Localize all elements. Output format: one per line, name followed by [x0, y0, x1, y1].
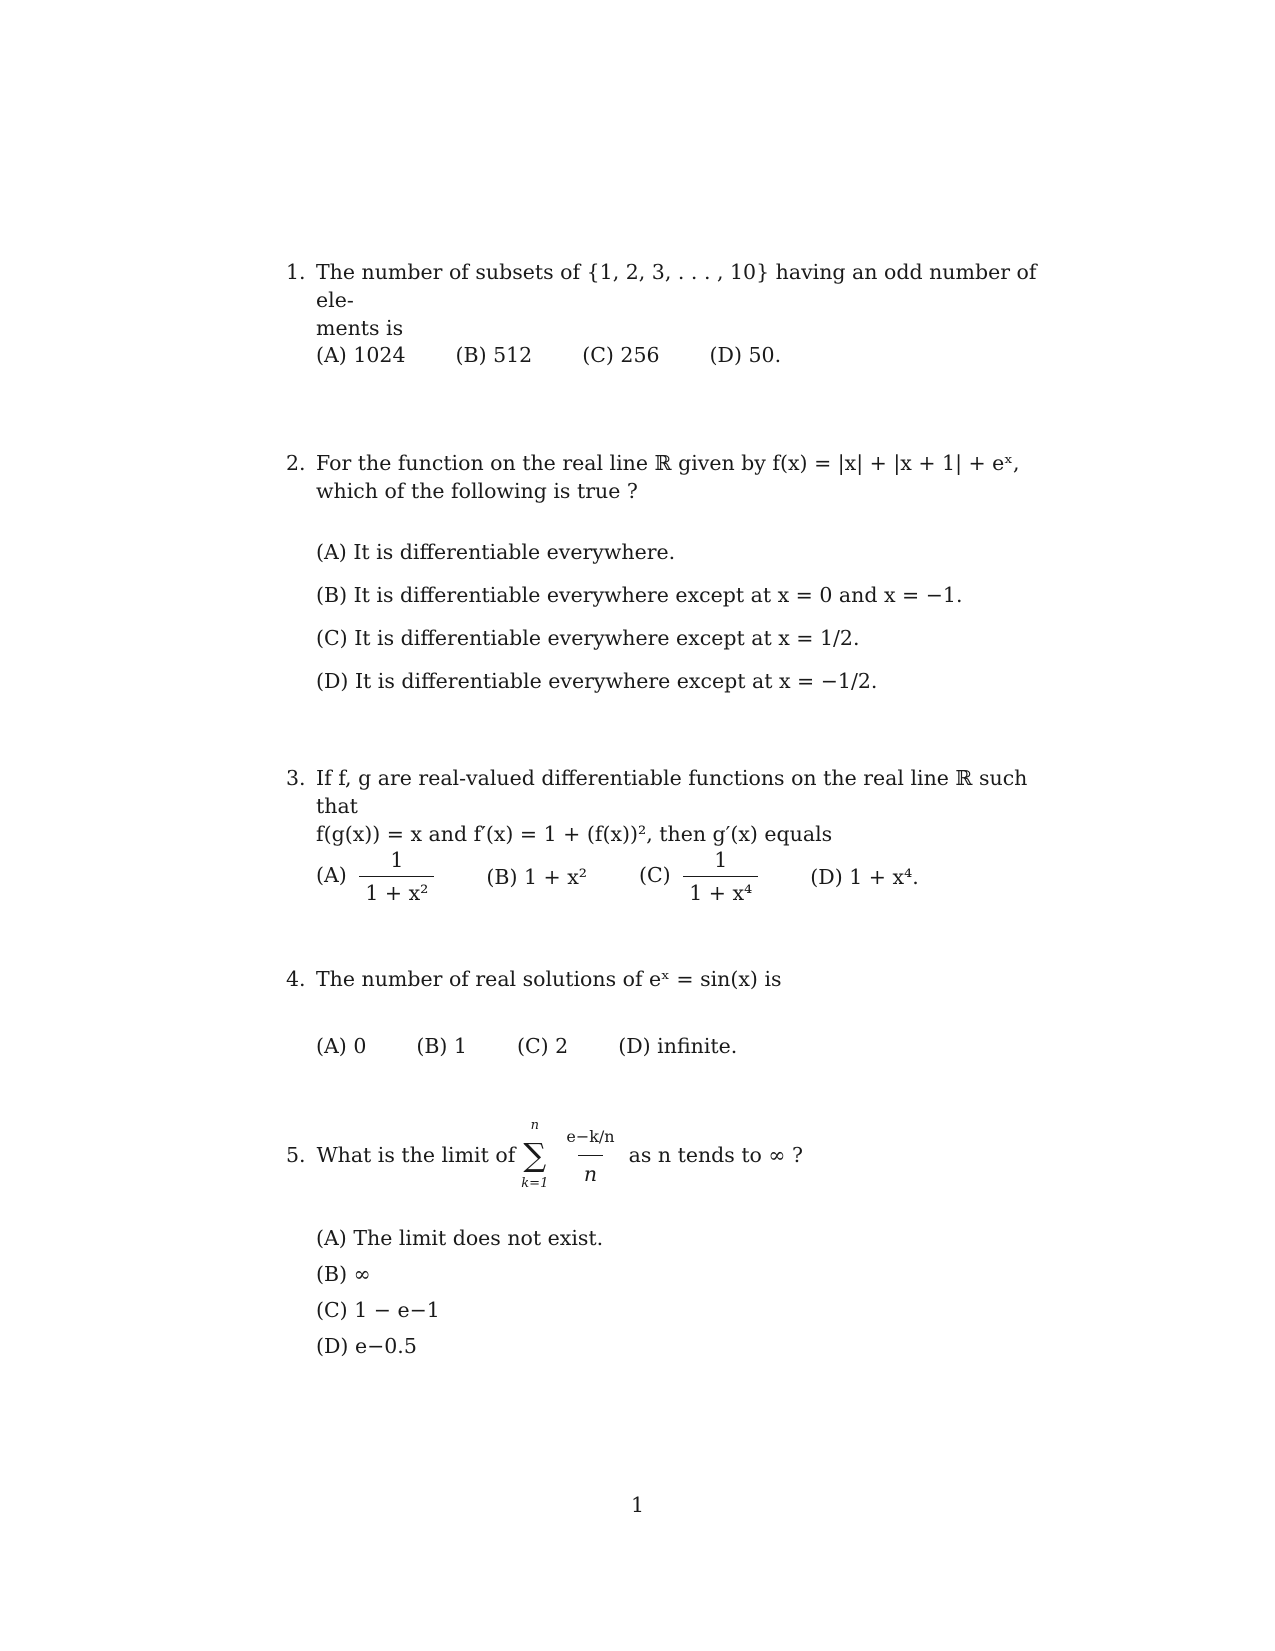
question-stem — [316, 965, 1046, 993]
fraction — [359, 848, 434, 905]
question-5 — [286, 1112, 1046, 1198]
question-stem-line: If f, g are real-valued differentiable functions on the real line ℝ such that — [316, 766, 1028, 818]
question-stem-line: which of the following is true ? — [316, 479, 638, 503]
question-stem-line: For the function on the real line ℝ given by f(x) = |x| + |x + 1| + eˣ, — [316, 451, 1020, 475]
question-1-options — [316, 343, 831, 367]
question-stem — [316, 449, 1046, 505]
question-1 — [286, 258, 1046, 342]
question-5-option-d: (D) e−0.5 — [316, 1334, 417, 1358]
question-2-option-c: (C) It is differentiable everywhere except at x = 1/2. — [316, 626, 860, 650]
question-stem-line: The number of subsets of {1, 2, 3, . . . , 10} having an odd number of ele- — [316, 260, 1037, 312]
question-stem-pre: What is the limit of — [316, 1143, 516, 1167]
question-stem-line: ments is — [316, 316, 404, 340]
fraction-numerator: e−k/n — [566, 1126, 615, 1146]
sum-upper-limit: n — [530, 1118, 539, 1133]
question-3 — [286, 764, 1046, 848]
fraction-denominator: n — [578, 1155, 603, 1188]
question-3-options — [316, 848, 969, 905]
option-b: (B) 512 — [455, 343, 533, 367]
fraction — [683, 848, 758, 905]
question-2 — [286, 449, 1046, 505]
option-b: (B) 1 + x² — [486, 864, 587, 889]
option-label: (A) — [316, 863, 347, 887]
option-c: (C) 2 — [516, 1034, 569, 1058]
option-label: (C) — [639, 863, 671, 887]
question-number: 2. — [286, 451, 306, 475]
question-number: 1. — [286, 260, 306, 284]
option-d: (D) 50. — [709, 343, 782, 367]
question-4-options — [316, 1034, 787, 1058]
question-5-option-c: (C) 1 − e−1 — [316, 1298, 440, 1322]
fraction-denominator: 1 + x² — [359, 876, 434, 905]
fraction-numerator: 1 — [390, 848, 404, 872]
page-number: 1 — [630, 1493, 645, 1517]
option-b: (B) 1 — [416, 1034, 467, 1058]
question-2-option-b: (B) It is differentiable everywhere except at x = 0 and x = −1. — [316, 583, 963, 607]
question-stem-post: as n tends to ∞ ? — [628, 1143, 803, 1167]
sum-lower-limit: k=1 — [521, 1176, 549, 1191]
option-d: (D) 1 + x⁴. — [810, 864, 919, 889]
sigma-symbol: ∑ — [523, 1136, 547, 1174]
fraction-denominator: 1 + x⁴ — [683, 876, 758, 905]
question-stem — [316, 764, 1046, 848]
question-number: 3. — [286, 766, 306, 790]
question-stem — [316, 258, 1046, 342]
option-c — [639, 848, 758, 905]
question-number: 5. — [286, 1143, 306, 1167]
question-5-option-b: (B) ∞ — [316, 1262, 371, 1286]
question-4 — [286, 965, 1046, 993]
question-5-option-a: (A) The limit does not exist. — [316, 1226, 604, 1250]
option-a — [316, 848, 434, 905]
option-a: (A) 0 — [316, 1034, 367, 1058]
option-a: (A) 1024 — [316, 343, 406, 367]
question-stem-line: f(g(x)) = x and f′(x) = 1 + (f(x))², then g′(x) equals — [316, 822, 833, 846]
question-number: 4. — [286, 967, 306, 991]
fraction-numerator: 1 — [714, 848, 728, 872]
summation — [521, 1112, 548, 1198]
fraction — [560, 1123, 620, 1188]
option-d: (D) infinite. — [618, 1034, 738, 1058]
question-2-option-a: (A) It is differentiable everywhere. — [316, 540, 676, 564]
question-2-option-d: (D) It is differentiable everywhere except at x = −1/2. — [316, 669, 878, 693]
question-stem-line: The number of real solutions of eˣ = sin(x) is — [316, 967, 782, 991]
option-c: (C) 256 — [582, 343, 660, 367]
